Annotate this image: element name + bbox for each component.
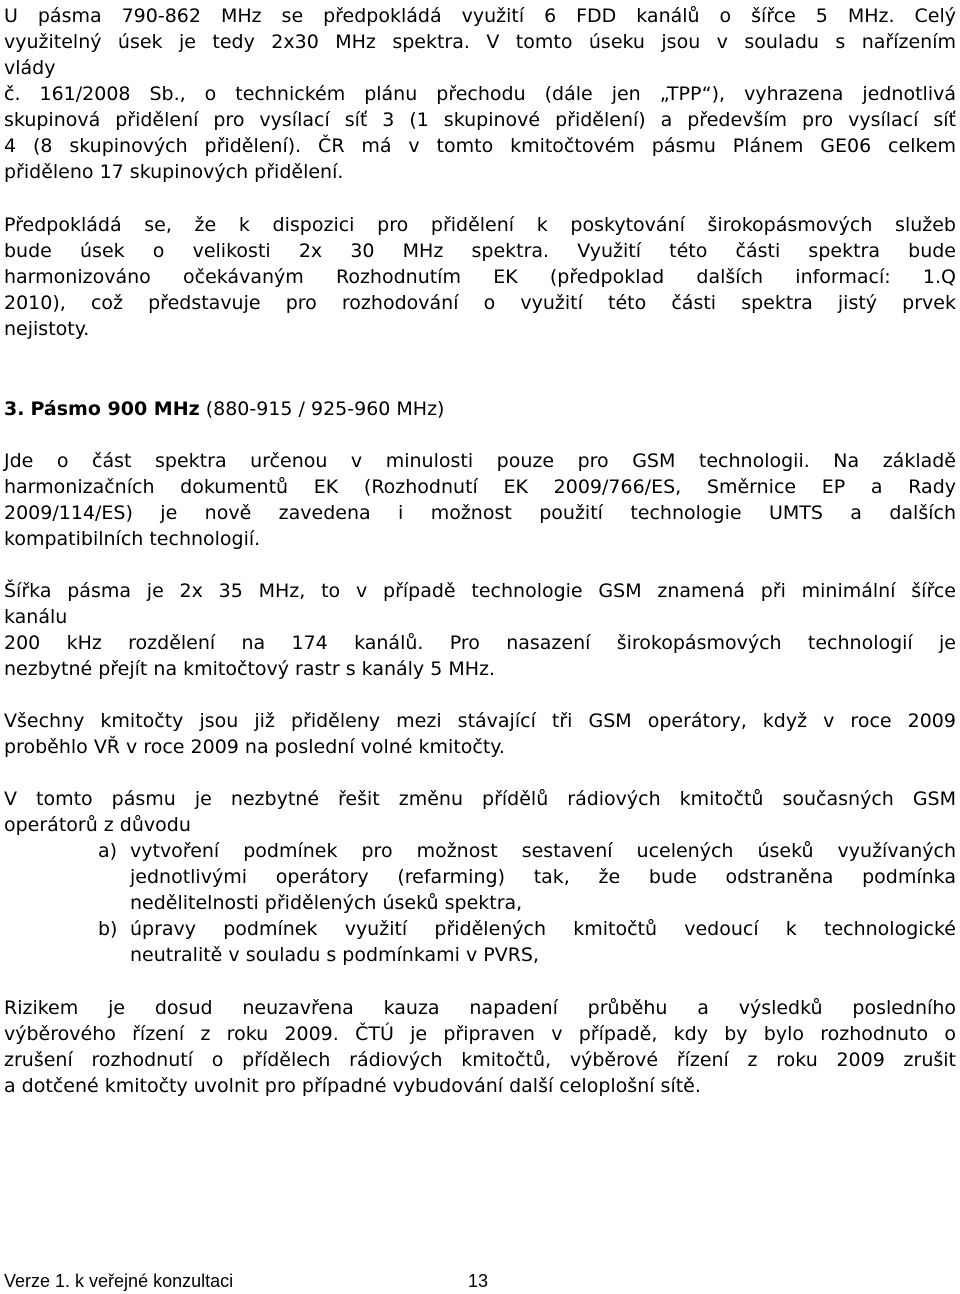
paragraph-6-line-2: operátorů z důvodu — [4, 814, 191, 836]
list-item-a-line-2: jednotlivými operátory (refarming) tak, že bude odstraněna podmínka — [130, 866, 956, 888]
paragraph-1-line-3: vlády — [4, 57, 56, 79]
list-item-b-line-1: úpravy podmínek využití přidělených kmitočtů vedoucí k technologické — [130, 918, 956, 940]
paragraph-6-line-1: V tomto pásmu je nezbytné řešit změnu přídělů rádiových kmitočtů současných GSM — [4, 788, 956, 810]
paragraph-5-line-2: proběhlo VŘ v roce 2009 na poslední volné kmitočty. — [4, 736, 505, 758]
paragraph-7-line-4: a dotčené kmitočty uvolnit pro případné vybudování další celoplošní sítě. — [4, 1075, 701, 1097]
list-item-a-line-1: vytvoření podmínek pro možnost sestavení ucelených úseků využívaných — [130, 840, 956, 862]
list-item-b-line-2: neutralitě v souladu s podmínkami v PVRS, — [130, 944, 540, 966]
paragraph-3-line-1: Jde o část spektra určenou v minulosti pouze pro GSM technologii. Na základě — [4, 450, 956, 472]
paragraph-3-line-4: kompatibilních technologií. — [4, 528, 261, 550]
section-heading — [4, 396, 956, 422]
paragraph-1-line-4: č. 161/2008 Sb., o technickém plánu přechodu (dále jen „TPP“), vyhrazena jednotlivá — [4, 83, 956, 105]
paragraph-2-line-5: nejistoty. — [4, 318, 90, 340]
paragraph-2-line-4: 2010), což představuje pro rozhodování o využití této části spektra jistý prvek — [4, 292, 956, 314]
section-title: Pásmo 900 MHz — [30, 398, 200, 420]
list-item-b-marker: b) — [98, 918, 118, 940]
section-number: 3. — [4, 398, 25, 420]
paragraph-2-line-1: Předpokládá se, že k dispozici pro přidělení k poskytování širokopásmových služeb — [4, 214, 956, 236]
paragraph-2-line-2: bude úsek o velikosti 2x 30 MHz spektra. Využití této části spektra bude — [4, 240, 956, 262]
paragraph-4-line-1: Šířka pásma je 2x 35 MHz, to v případě technologie GSM znamená při minimální šířce — [4, 580, 956, 602]
paragraph-5-line-1: Všechny kmitočty jsou již přiděleny mezi stávající tři GSM operátory, když v roce 2009 — [4, 710, 956, 732]
paragraph-1-line-5: skupinová přidělení pro vysílací síť 3 (1 skupinové přidělení) a především pro vysílací síť — [4, 109, 956, 131]
paragraph-1-line-2: využitelný úsek je tedy 2x30 MHz spektra. V tomto úseku jsou v souladu s nařízením — [4, 31, 956, 53]
paragraph-3-line-2: harmonizačních dokumentů EK (Rozhodnutí EK 2009/766/ES, Směrnice EP a Rady — [4, 476, 956, 498]
paragraph-1-line-6: 4 (8 skupinových přidělení). ČR má v tomto kmitočtovém pásmu Plánem GE06 celkem — [4, 135, 956, 157]
paragraph-2-line-3: harmonizováno očekávaným Rozhodnutím EK (předpoklad dalších informací: 1.Q — [4, 266, 956, 288]
paragraph-3-line-3: 2009/114/ES) je nově zavedena i možnost použití technologie UMTS a dalších — [4, 502, 956, 524]
paragraph-1-line-1: U pásma 790-862 MHz se předpokládá využití 6 FDD kanálů o šířce 5 MHz. Celý — [4, 5, 956, 27]
paragraph-1-line-7: přiděleno 17 skupinových přidělení. — [4, 161, 344, 183]
paragraph-4-line-4: nezbytné přejít na kmitočtový rastr s kanály 5 MHz. — [4, 658, 496, 680]
footer-page-number: 13 — [468, 1271, 489, 1291]
paragraph-7-line-2: výběrového řízení z roku 2009. ČTÚ je připraven v případě, kdy by bylo rozhodnuto o — [4, 1023, 956, 1045]
paragraph-4-line-2: kanálu — [4, 606, 68, 628]
list-item-a-line-3: nedělitelnosti přidělených úseků spektra, — [130, 892, 523, 914]
list-item-a-marker: a) — [98, 840, 118, 862]
paragraph-7-line-1: Rizikem je dosud neuzavřena kauza napadení průběhu a výsledků posledního — [4, 997, 956, 1019]
footer-version: Verze 1. k veřejné konzultaci — [4, 1271, 234, 1291]
paragraph-4-line-3: 200 kHz rozdělení na 174 kanálů. Pro nasazení širokopásmových technologií je — [4, 632, 956, 654]
paragraph-7-line-3: zrušení rozhodnutí o přídělech rádiových kmitočtů, výběrové řízení z roku 2009 zrušit — [4, 1049, 956, 1071]
section-frequency-range: (880-915 / 925-960 MHz) — [205, 398, 445, 420]
